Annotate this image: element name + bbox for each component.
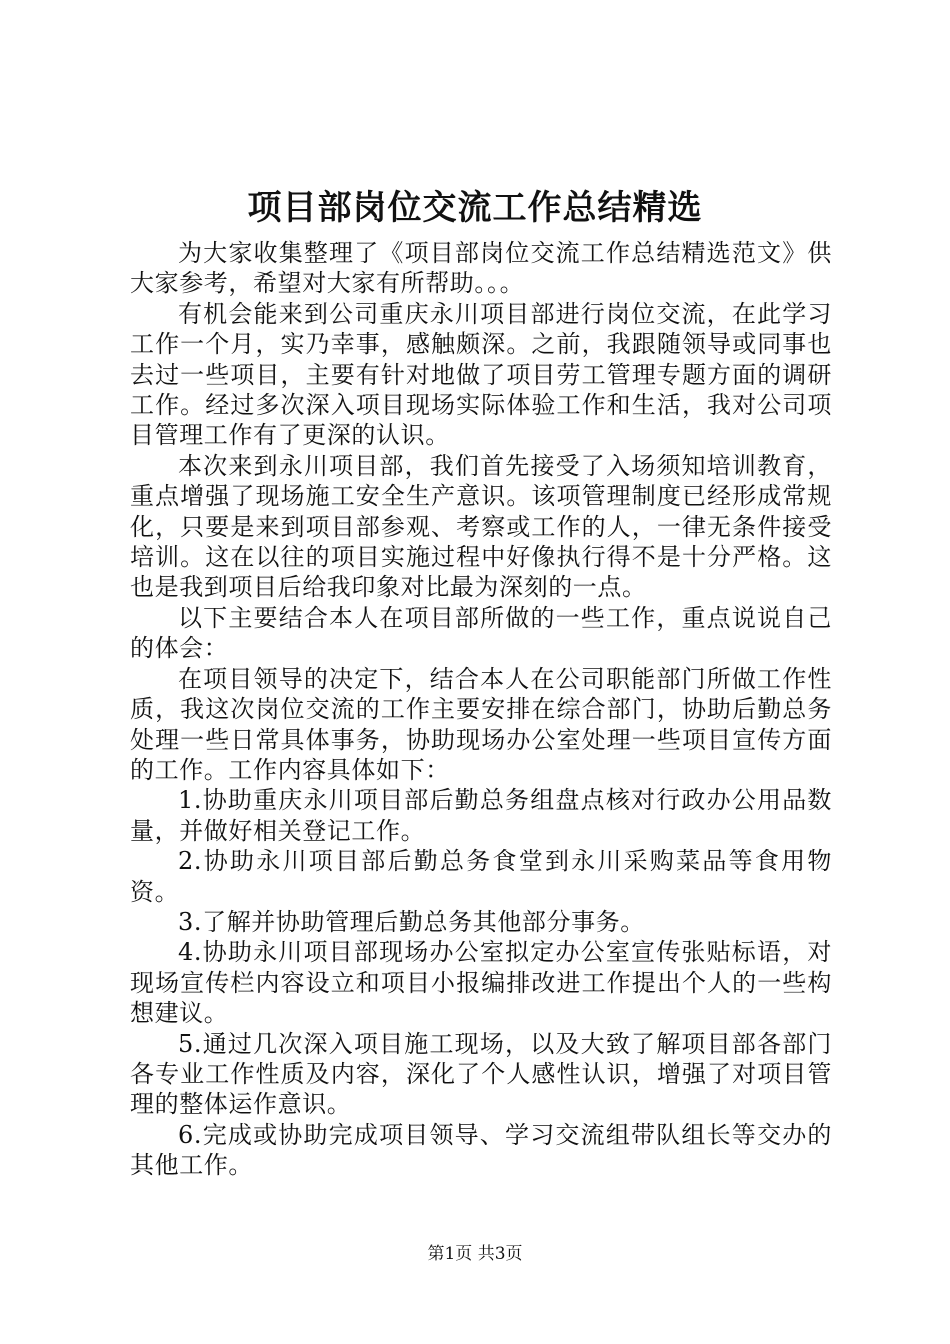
paragraph: 本次来到永川项目部，我们首先接受了入场须知培训教育，重点增强了现场施工安全生产意识。该项管理制度已经形成常规化，只要是来到项目部参观、考察或工作的人，一律无条件接受培训。这在以往的项目实施过程中好像执行得不是十分严格。这也是我到项目后给我印象对比最为深刻的一点。 xyxy=(130,451,832,602)
page-footer: 第1页 共3页 xyxy=(427,1244,523,1264)
list-item: 2.协助永川项目部后勤总务食堂到永川采购菜品等食用物资。 xyxy=(130,847,832,906)
paragraph: 有机会能来到公司重庆永川项目部进行岗位交流，在此学习工作一个月，实乃幸事，感触颇深。之前，我跟随领导或同事也去过一些项目，主要有针对地做了项目劳工管理专题方面的调研工作。经过多次深入项目现场实际体验工作和生活，我对公司项目管理工作有了更深的认识。 xyxy=(130,299,832,450)
paragraph: 在项目领导的决定下，结合本人在公司职能部门所做工作性质，我这次岗位交流的工作主要安排在综合部门，协助后勤总务处理一些日常具体事务，协助现场办公室处理一些项目宣传方面的工作。工作内容具体如下： xyxy=(130,664,832,784)
document-title: 项目部岗位交流工作总结精选 xyxy=(247,188,703,228)
list-item: 4.协助永川项目部现场办公室拟定办公室宣传张贴标语，对现场宣传栏内容设立和项目小报编排改进工作提出个人的一些构想建议。 xyxy=(130,938,832,1028)
list-item: 3.了解并协助管理后勤总务其他部分事务。 xyxy=(178,907,645,936)
list-item: 5.通过几次深入项目施工现场，以及大致了解项目部各部门各专业工作性质及内容，深化了个人感性认识，增强了对项目管理的整体运作意识。 xyxy=(130,1029,832,1119)
paragraph: 以下主要结合本人在项目部所做的一些工作，重点说说自己的体会： xyxy=(130,603,832,663)
paragraph: 为大家收集整理了《项目部岗位交流工作总结精选范文》供大家参考，希望对大家有所帮助。。。 xyxy=(130,239,832,298)
list-item: 6.完成或协助完成项目领导、学习交流组带队组长等交办的其他工作。 xyxy=(130,1120,832,1180)
list-item: 1.协助重庆永川项目部后勤总务组盘点核对行政办公用品数量，并做好相关登记工作。 xyxy=(130,786,832,845)
document-body xyxy=(130,238,832,1181)
